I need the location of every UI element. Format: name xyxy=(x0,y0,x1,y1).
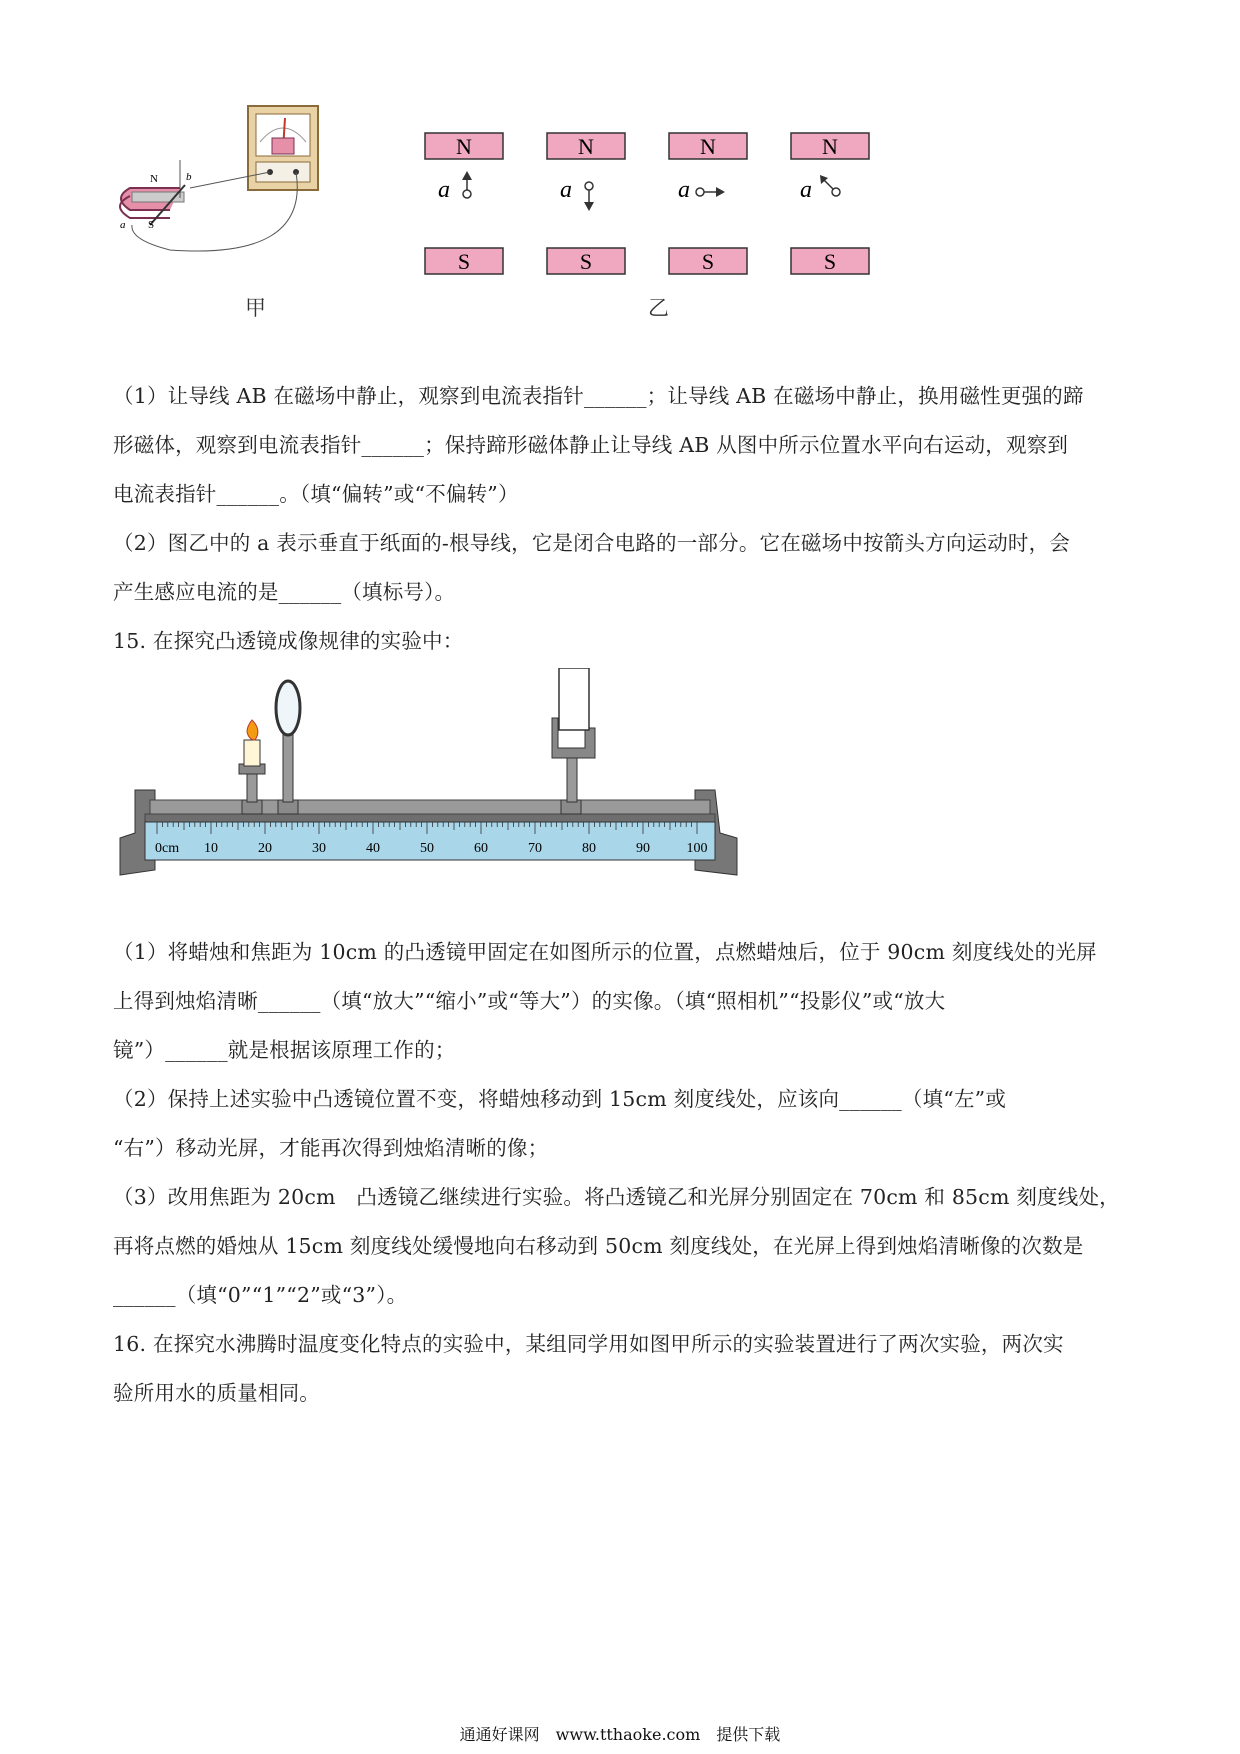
q16-line1: 16. 在探究水沸腾时温度变化特点的实验中，某组同学用如图甲所示的实验装置进行了两次实验，两次实 xyxy=(113,1332,1064,1356)
panel-2-bottom-label: S xyxy=(579,249,593,274)
panel-2 xyxy=(547,133,625,274)
q14-p1-line3: 电流表指针______。（填“偏转”或“不偏转”） xyxy=(113,482,519,506)
panel-3-top-label: N xyxy=(700,134,716,159)
panel-3 xyxy=(669,133,747,274)
q14-part2 xyxy=(113,519,1133,617)
panel-4-wire-label: a xyxy=(800,177,812,203)
ruler-label-2: 20 xyxy=(258,841,272,856)
flame-icon xyxy=(247,720,258,740)
figure-jia-galvanometer xyxy=(110,100,370,270)
arrow-up-icon xyxy=(462,171,472,180)
label-b: b xyxy=(186,171,192,183)
q14-p1-line2: 形磁体，观察到电流表指针______；保持蹄形磁体静止让导线 AB 从图中所示位置水平向右运动，观察到 xyxy=(113,433,1069,457)
panel-3-wire-label: a xyxy=(678,177,690,203)
ruler-label-10: 100 xyxy=(686,841,708,856)
ruler-label-4: 40 xyxy=(366,841,380,856)
panel-3-bottom-label: S xyxy=(701,249,715,274)
q15-title xyxy=(113,617,1133,666)
q15-p2-line1: （2）保持上述实验中凸透镜位置不变，将蜡烛移动到 15cm 刻度线处，应该向______（填“左”或 xyxy=(113,1087,1007,1111)
panel-1-top-label: N xyxy=(456,134,472,159)
ruler-label-5: 50 xyxy=(420,841,434,856)
ruler-label-0: 0cm xyxy=(155,841,180,856)
candle xyxy=(239,720,265,814)
light-screen xyxy=(552,668,595,814)
ruler-label-7: 70 xyxy=(528,841,542,856)
q15-part3 xyxy=(113,1173,1133,1320)
panel-1-bottom-label: S xyxy=(457,249,471,274)
panel-4 xyxy=(791,133,869,274)
q15-part1 xyxy=(113,928,1133,1075)
q15-p2-line2: “右”）移动光屏，才能再次得到烛焰清晰的像； xyxy=(113,1136,549,1160)
q14-p2-line1: （2）图乙中的 a 表示垂直于纸面的-根导线，它是闭合电路的一部分。它在磁场中按箭头方向运动时，会 xyxy=(113,531,1071,555)
q15-p1-line3: 镜”）______就是根据该原理工作的； xyxy=(113,1038,456,1062)
ruler-label-9: 90 xyxy=(636,841,650,856)
q16-line2: 验所用水的质量相同。 xyxy=(113,1381,320,1405)
q15-title-text: 15. 在探究凸透镜成像规律的实验中： xyxy=(113,629,464,653)
ruler-label-3: 30 xyxy=(312,841,326,856)
footer: 通通好课网 www.tthaoke.com 提供下载 xyxy=(459,1725,781,1744)
panel-1 xyxy=(425,133,503,274)
q15-p3-line2: 再将点燃的婚烛从 15cm 刻度线处缓慢地向右移动到 50cm 刻度线处，在光屏上得到烛焰清晰像的次数是 xyxy=(113,1234,1084,1258)
figure-optical-bench xyxy=(115,668,745,893)
figure-yi-magnet-panels xyxy=(420,128,880,278)
label-s: S xyxy=(148,219,155,231)
q14-part1 xyxy=(113,372,1133,519)
q15-p1-line1: （1）将蜡烛和焦距为 10cm 的凸透镜甲固定在如图所示的位置，点燃蜡烛后，位于 90cm 刻度线处的光屏 xyxy=(113,940,1097,964)
panel-4-bottom-label: S xyxy=(823,249,837,274)
q14-p2-line2: 产生感应电流的是______（填标号）。 xyxy=(113,580,456,604)
panel-2-top-label: N xyxy=(578,134,594,159)
q15-part2 xyxy=(113,1075,1133,1173)
q15-p3-line3: ______（填“0”“1”“2”或“3”）。 xyxy=(113,1283,408,1307)
label-a: a xyxy=(120,219,126,231)
arrow-right-icon xyxy=(716,187,725,197)
arrow-down-icon xyxy=(584,202,594,211)
label-n: N xyxy=(150,173,158,185)
convex-lens xyxy=(276,681,300,814)
ruler-label-8: 80 xyxy=(582,841,596,856)
panel-4-top-label: N xyxy=(822,134,838,159)
ruler-label-6: 60 xyxy=(474,841,488,856)
q14-p1-line1: （1）让导线 AB 在磁场中静止，观察到电流表指针______；让导线 AB 在磁场中静止，换用磁性更强的蹄 xyxy=(113,384,1084,408)
q16 xyxy=(113,1320,1133,1418)
q15-p3-line1: （3）改用焦距为 20cm 凸透镜乙继续进行实验。将凸透镜乙和光屏分别固定在 70cm 和 85cm 刻度线处， xyxy=(113,1185,1120,1209)
panel-2-wire-label: a xyxy=(560,177,572,203)
ruler-label-1: 10 xyxy=(204,841,218,856)
caption-yi: 乙 xyxy=(648,296,669,320)
panel-1-wire-label: a xyxy=(438,177,450,203)
q15-p1-line2: 上得到烛焰清晰______（填“放大”“缩小”或“等大”）的实像。（填“照相机”“投影仪”或“放大 xyxy=(113,989,946,1013)
caption-jia: 甲 xyxy=(245,296,266,320)
